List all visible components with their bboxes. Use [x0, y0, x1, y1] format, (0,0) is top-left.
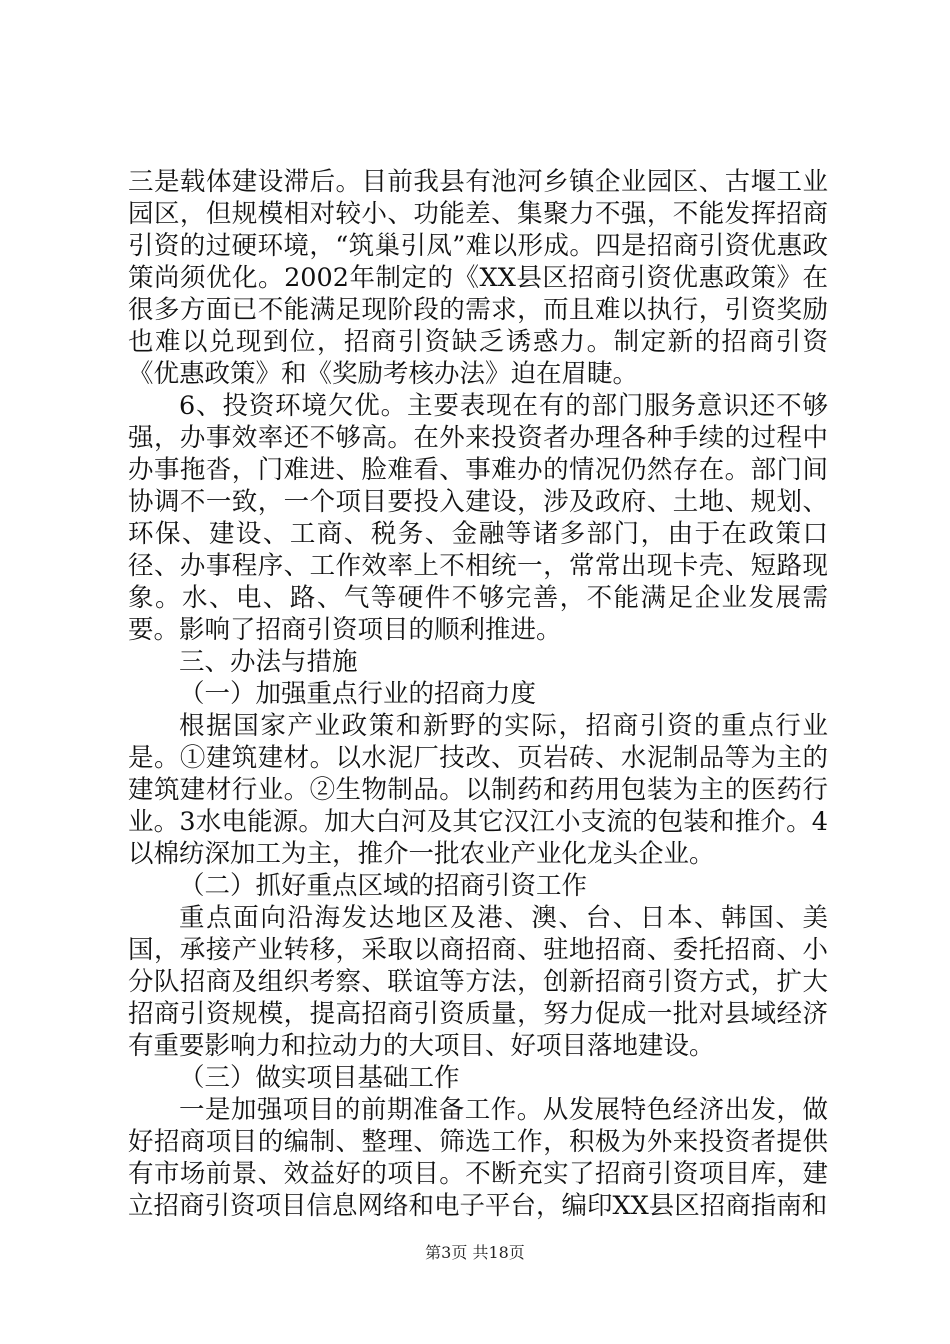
paragraph-investment-environment: 6、投资环境欠优。主要表现在有的部门服务意识还不够强，办事效率还不够高。在外来投资者办理各种手续的过程中办事拖沓，门难进、脸难看、事难办的情况仍然存在。部门间协调不一致，一个项目要投入建设，涉及政府、土地、规划、环保、建设、工商、税务、金融等诸多部门，由于在政策口径、办事程序、工作效率上不相统一，常常出现卡壳、短路现象。水、电、路、气等硬件不够完善，不能满足企业发展需要。影响了招商引资项目的顺利推进。 [128, 391, 828, 645]
paragraph-continuation: 三是载体建设滞后。目前我县有池河乡镇企业园区、古堰工业园区，但规模相对较小、功能差、集聚力不强，不能发挥招商引资的过硬环境，“筑巢引凤”难以形成。四是招商引资优惠政策尚须优化。2002年制定的《XX县区招商引资优惠政策》在很多方面已不能满足现阶段的需求，而且难以执行，引资奖励也难以兑现到位，招商引资缺乏诱惑力。制定新的招商引资《优惠政策》和《奖励考核办法》迫在眉睫。 [128, 167, 828, 389]
section-heading-measures: 三、办法与措施 [179, 647, 358, 677]
subheading-project-foundation: （三）做实项目基础工作 [179, 1063, 460, 1093]
subheading-key-regions: （二）抓好重点区域的招商引资工作 [179, 871, 588, 901]
subheading-key-industries: （一）加强重点行业的招商力度 [179, 679, 537, 709]
page-number-label: 第3页 共18页 [425, 1243, 525, 1262]
document-body [128, 166, 828, 1222]
paragraph-key-regions: 重点面向沿海发达地区及港、澳、台、日本、韩国、美国，承接产业转移，采取以商招商、驻地招商、委托招商、小分队招商及组织考察、联谊等方法，创新招商引资方式，扩大招商引资规模，提高招商引资质量，努力促成一批对县域经济有重要影响力和拉动力的大项目、好项目落地建设。 [128, 903, 828, 1061]
paragraph-key-industries: 根据国家产业政策和新野的实际，招商引资的重点行业是。①建筑建材。以水泥厂技改、页岩砖、水泥制品等为主的建筑建材行业。②生物制品。以制药和药用包装为主的医药行业。3水电能源。加大白河及其它汉江小支流的包装和推介。4以棉纺深加工为主，推介一批农业产业化龙头企业。 [128, 711, 828, 869]
paragraph-project-foundation: 一是加强项目的前期准备工作。从发展特色经济出发，做好招商项目的编制、整理、筛选工作，积极为外来投资者提供有市场前景、效益好的项目。不断充实了招商引资项目库，建立招商引资项目信息网络和电子平台，编印XX县区招商指南和 [128, 1095, 828, 1221]
page-footer [0, 1243, 950, 1263]
